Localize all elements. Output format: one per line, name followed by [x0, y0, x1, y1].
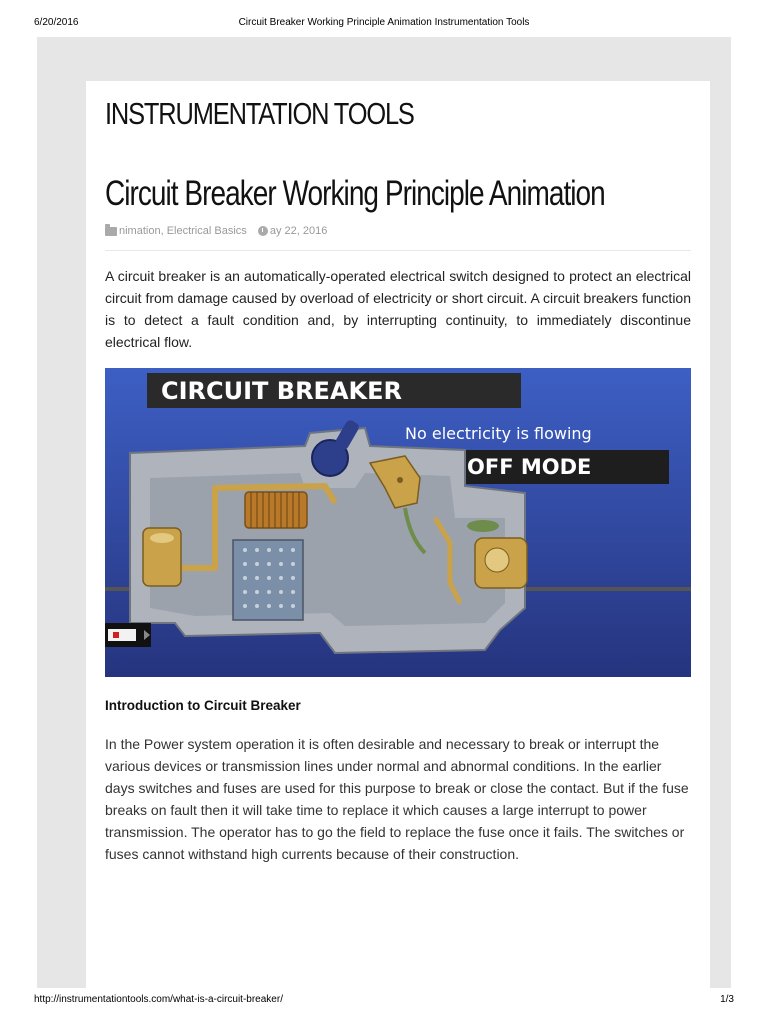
print-title: Circuit Breaker Working Principle Animation Instrumentation Tools: [238, 17, 530, 28]
post-meta: [105, 225, 327, 239]
solenoid-coil: [245, 492, 307, 528]
post-title: Circuit Breaker Working Principle Animation: [105, 174, 605, 213]
circuit-breaker-illustration: [105, 368, 691, 677]
arc-chute: [233, 540, 303, 620]
clock-icon: [258, 226, 268, 236]
print-url: http://instrumentationtools.com/what-is-a-circuit-breaker/: [34, 994, 283, 1005]
figure-caption: No electricity is flowing: [405, 424, 592, 443]
site-title[interactable]: INSTRUMENTATION TOOLS: [105, 96, 414, 131]
mode-text: OFF MODE: [467, 455, 592, 479]
print-date: 6/20/2016: [34, 17, 79, 28]
intro-paragraph: A circuit breaker is an automatically-operated electrical switch designed to protect an electrical circuit from damage caused by overload of electricity or short circuit. A circuit breakers function is to detect a fault condition and, by interrupting continuity, to immediately discontinue electrical flow.: [105, 268, 691, 350]
section-paragraph: In the Power system operation it is often desirable and necessary to break or interrupt the various devices or transmission lines under normal and abnormal conditions. In the earlier days switches and fuses are used for this purpose to break or close the contact. But if the fuse breaks on fault then it will take time to replace it which causes a large interrupt to power transmission. The operator has to go the field to replace the fuse once it fails. The switches or fuses cannot withstand high currents because of their construction.: [105, 736, 689, 862]
page-number: 1/3: [720, 994, 734, 1005]
post-categories[interactable]: nimation, Electrical Basics: [119, 225, 247, 237]
post-date: ay 22, 2016: [269, 225, 328, 237]
print-footer: [0, 994, 768, 1008]
meta-divider: [105, 250, 691, 251]
section-heading: Introduction to Circuit Breaker: [105, 698, 301, 713]
folder-icon: [105, 227, 117, 236]
print-header: [0, 17, 768, 31]
circuit-breaker-animation[interactable]: [105, 368, 691, 677]
banner-text: CIRCUIT BREAKER: [161, 377, 402, 405]
